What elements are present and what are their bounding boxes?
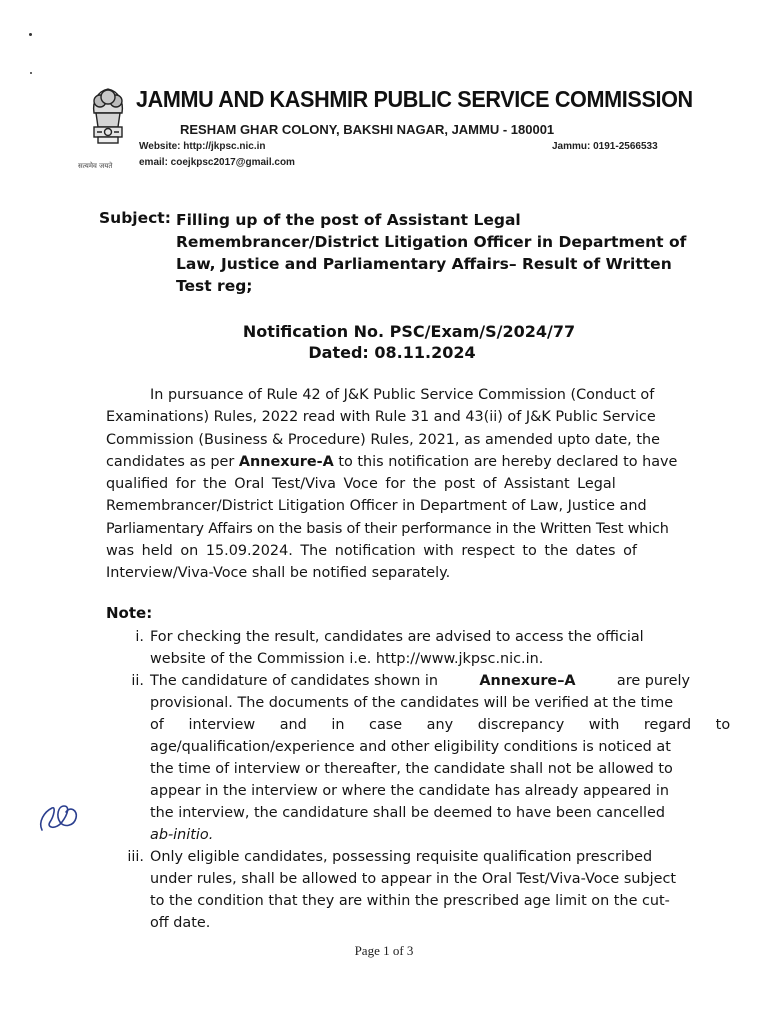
note-item-1	[0, 626, 768, 670]
note-line: appear in the interview or where the candidate has already appeared in	[150, 783, 670, 799]
website-line: Website: http://jkpsc.nic.in	[139, 141, 266, 152]
emblem-motto: सत्यमेव जयते	[78, 162, 113, 170]
note-marker: iii.	[127, 849, 144, 865]
subject-word: Assistant	[386, 211, 469, 229]
subject-line-1	[176, 209, 688, 231]
body-line: Examinations) Rules, 2022 read with Rule 31 and 43(ii) of J&K Public Service	[106, 409, 656, 426]
email-line: email: coejkpsc2017@gmail.com	[139, 157, 295, 168]
body-text: to this notification are hereby declared to have	[333, 453, 678, 470]
scan-speck	[30, 72, 32, 74]
note-line: to the condition that they are within the prescribed age limit on the cut-	[150, 893, 670, 909]
note-item-3	[0, 846, 768, 934]
note-line: website of the Commission i.e. http://www.jkpsc.nic.in.	[150, 651, 544, 667]
subject-word: Legal	[473, 211, 521, 229]
note-text: The candidature of candidates shown in	[150, 673, 439, 689]
note-line: Only eligible candidates, possessing requisite qualification prescribed	[150, 849, 653, 865]
body-line: Remembrancer/District Litigation Officer in Department of Law, Justice and	[106, 498, 647, 515]
note-text: are purely	[616, 673, 690, 689]
body-line: qualified for the Oral Test/Viva Voce for the post of Assistant Legal	[106, 476, 616, 493]
subject-label: Subject:	[99, 209, 171, 227]
ashoka-emblem-icon	[86, 83, 130, 165]
organization-name: JAMMU AND KASHMIR PUBLIC SERVICE COMMISSION	[136, 86, 693, 112]
body-line: Interview/Viva-Voce shall be notified separately.	[106, 565, 451, 582]
note-marker: ii.	[131, 673, 144, 689]
subject-line-4: Test reg;	[176, 277, 253, 295]
annexure-reference: Annexure-A	[238, 453, 334, 470]
subject-word: up	[235, 211, 258, 229]
note-line: the time of interview or thereafter, the candidate shall not be allowed to	[150, 761, 673, 777]
annexure-reference: Annexure–A	[479, 673, 576, 689]
body-line	[106, 451, 690, 473]
notification-date: Dated: 08.11.2024	[308, 343, 476, 362]
note-line	[150, 670, 690, 692]
body-line: Parliamentary Affairs on the basis of their performance in the Written Test which	[106, 520, 669, 537]
handwritten-initial-mark	[36, 800, 78, 834]
subject-word: Filling	[176, 211, 230, 229]
note-line: off date.	[150, 915, 211, 931]
note-line: provisional. The documents of the candidates will be verified at the time	[150, 695, 674, 711]
note-line: under rules, shall be allowed to appear in the Oral Test/Viva-Voce subject	[150, 871, 676, 887]
body-paragraph	[106, 384, 690, 585]
subject-line-3: Law, Justice and Parliamentary Affairs– Result of Written	[176, 255, 672, 273]
note-body	[150, 670, 731, 846]
note-body	[150, 846, 690, 934]
notification-number: Notification No. PSC/Exam/S/2024/77	[242, 322, 576, 341]
subject-word: of	[262, 211, 281, 229]
subject-word: the	[285, 211, 315, 229]
note-line: of interview and in case any discrepancy with regard to	[150, 717, 731, 733]
phone-line: Jammu: 0191-2566533	[552, 141, 658, 152]
note-marker: i.	[135, 629, 144, 645]
note-heading: Note:	[106, 604, 153, 622]
note-body	[150, 626, 690, 670]
organization-address: RESHAM GHAR COLONY, BAKSHI NAGAR, JAMMU - 180001	[180, 122, 555, 137]
subject-word: post	[320, 211, 359, 229]
note-line: age/qualification/experience and other eligibility conditions is noticed at	[150, 739, 671, 755]
body-text: candidates as per	[106, 453, 239, 470]
subject-line-2: Remembrancer/District Litigation Officer in Department of	[176, 233, 687, 251]
note-line: For checking the result, candidates are advised to access the official	[150, 629, 644, 645]
subject-word: of	[363, 211, 382, 229]
body-line: In pursuance of Rule 42 of J&K Public Service Commission (Conduct of	[150, 387, 655, 403]
note-item-2	[0, 670, 768, 846]
scan-speck	[29, 33, 32, 36]
subject-text	[176, 209, 688, 297]
body-line: was held on 15.09.2024. The notification with respect to the dates of	[106, 543, 638, 560]
page-number: Page 1 of 3	[354, 943, 414, 958]
note-line: the interview, the candidature shall be deemed to have been cancelled	[150, 805, 665, 821]
body-line: Commission (Business & Procedure) Rules, 2021, as amended upto date, the	[106, 431, 660, 448]
note-line: ab-initio.	[150, 827, 214, 843]
